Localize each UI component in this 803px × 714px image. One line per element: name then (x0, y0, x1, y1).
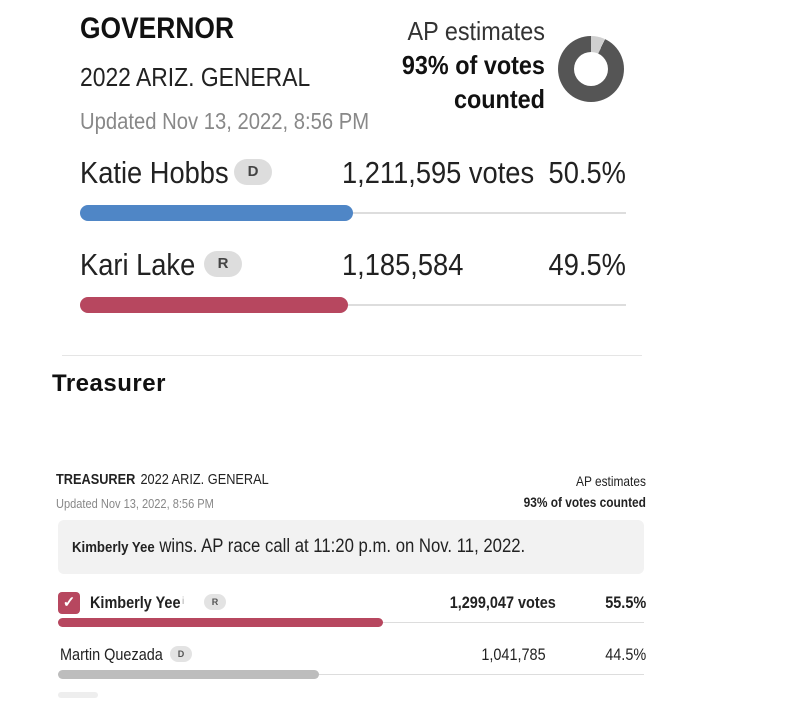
candidate-name: Kari Lake (80, 247, 196, 282)
estimate-percent: 93% of votes counted (523, 494, 646, 510)
party-badge-dem: D (234, 159, 272, 185)
race-call-text (72, 536, 525, 558)
governor-race-name: 2022 ARIZ. GENERAL (80, 62, 311, 92)
party-badge-rep: R (204, 594, 226, 610)
candidate-name: Martin Quezada (60, 645, 163, 664)
candidate-votes: 1,185,584 (342, 247, 464, 282)
candidate-name: Kimberly Yee (90, 593, 181, 612)
treasurer-updated-timestamp: Updated Nov 13, 2022, 8:56 PM (56, 496, 214, 511)
winner-check-icon: ✓ (58, 592, 80, 614)
votes-counted-donut-icon (558, 36, 624, 102)
vote-bar-track-yee (58, 622, 644, 623)
treasurer-title-line (56, 471, 269, 488)
candidate-row-hobbs[interactable] (80, 155, 626, 195)
section-divider (62, 355, 642, 356)
estimate-label: AP estimates (576, 473, 646, 489)
candidate-percent: 49.5% (548, 247, 626, 282)
governor-title: GOVERNOR (80, 12, 235, 45)
candidate-percent: 55.5% (605, 593, 646, 612)
candidate-votes: 1,299,047 votes (449, 593, 556, 612)
governor-estimate (402, 14, 545, 116)
treasurer-results-card (56, 466, 648, 696)
candidate-votes: 1,211,595 votes (342, 155, 535, 190)
truncated-row-placeholder (58, 692, 98, 698)
estimate-counted: counted (454, 84, 545, 114)
race-call-banner (58, 520, 644, 574)
vote-bar-track-lake (80, 304, 626, 306)
vote-bar-track-hobbs (80, 212, 626, 214)
race-call-detail: wins. AP race call at 11:20 p.m. on Nov. 11, 2022. (154, 536, 526, 557)
estimate-percent: 93% of votes (401, 50, 545, 80)
treasurer-estimate (524, 471, 646, 513)
candidate-name: Katie Hobbs (80, 155, 229, 190)
candidate-percent: 50.5% (548, 155, 626, 190)
estimate-label: AP estimates (407, 16, 545, 46)
vote-bar-fill-lake (80, 297, 348, 313)
vote-bar-fill-hobbs (80, 205, 353, 221)
vote-bar-fill-yee (58, 618, 383, 627)
candidate-row-quezada[interactable] (58, 644, 646, 668)
governor-updated-timestamp: Updated Nov 13, 2022, 8:56 PM (80, 108, 370, 134)
party-badge-dem: D (170, 646, 192, 662)
info-icon[interactable]: i (182, 596, 185, 607)
candidate-percent: 44.5% (605, 645, 646, 664)
treasurer-title: TREASURER (56, 471, 136, 488)
vote-bar-track-quezada (58, 674, 644, 675)
race-call-winner: Kimberly Yee (72, 539, 155, 556)
candidate-votes: 1,041,785 (481, 645, 546, 664)
candidate-row-lake[interactable] (80, 247, 626, 287)
vote-bar-fill-quezada (58, 670, 319, 679)
treasurer-section-heading: Treasurer (52, 370, 166, 397)
treasurer-race-name: 2022 ARIZ. GENERAL (140, 471, 269, 488)
candidate-row-yee[interactable] (58, 592, 646, 616)
party-badge-rep: R (204, 251, 242, 277)
